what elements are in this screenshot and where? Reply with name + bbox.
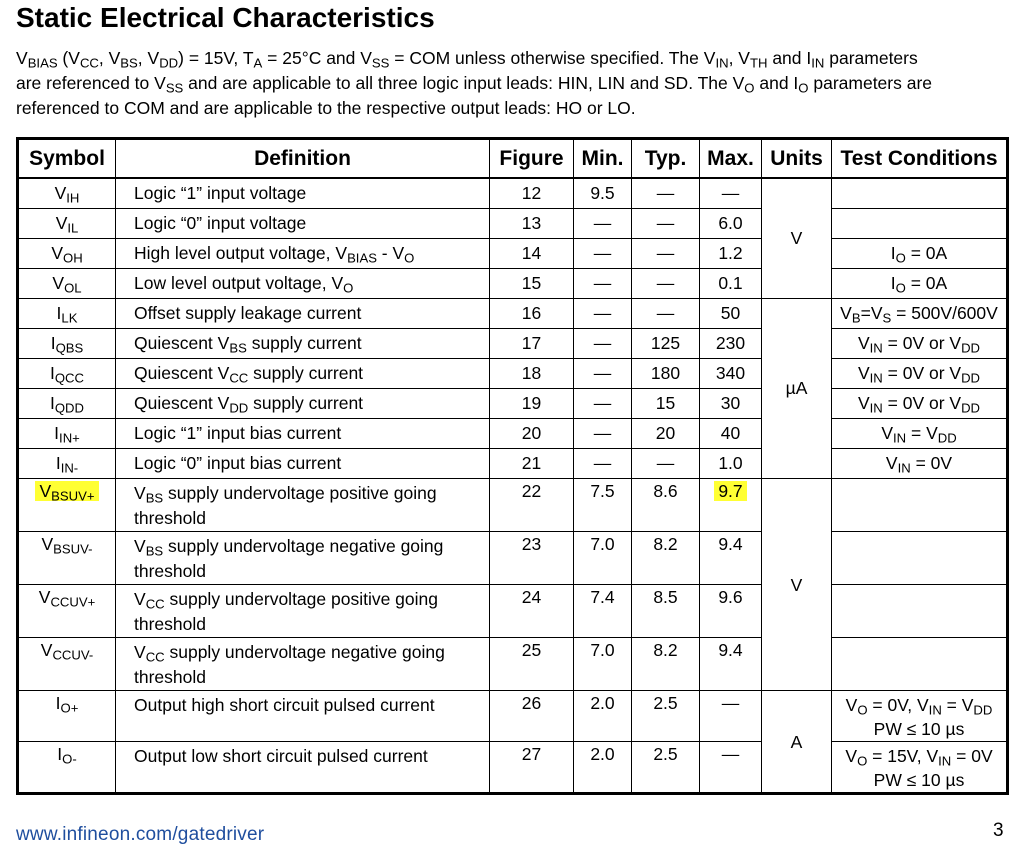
min-cell: 7.5 (574, 479, 632, 532)
units-cell: V (762, 479, 832, 691)
test-condition-cell: $V_{IN} = 0V$ or $V_{DD}$ (832, 329, 1008, 359)
table-row (18, 299, 1008, 329)
definition-cell: Quiescent $V_{DD}$ supply current (116, 389, 490, 419)
table-row (18, 359, 1008, 389)
max-cell: 1.0 (700, 449, 762, 479)
figure-cell: 12 (490, 178, 574, 209)
characteristics-table (16, 137, 1009, 795)
typ-cell: 20 (632, 419, 700, 449)
test-condition-cell: $V_{IN} = V_{DD}$ (832, 419, 1008, 449)
definition-cell: Quiescent $V_{BS}$ supply current (116, 329, 490, 359)
figure-cell: 18 (490, 359, 574, 389)
min-cell: 2.0 (574, 691, 632, 742)
table-row (18, 585, 1008, 638)
max-cell: 6.0 (700, 209, 762, 239)
definition-cell: Offset supply leakage current (116, 299, 490, 329)
definition-cell: Output low short circuit pulsed current (116, 742, 490, 794)
footer-website-link[interactable]: www.infineon.com/gatedriver (16, 824, 265, 845)
test-condition-cell (832, 479, 1008, 532)
min-cell: — (574, 329, 632, 359)
figure-cell: 25 (490, 638, 574, 691)
units-cell: A (762, 691, 832, 794)
definition-cell: $V_{CC}$ supply undervoltage negative going threshold (116, 638, 490, 691)
max-cell: 1.2 (700, 239, 762, 269)
test-condition-cell: $V_O = 0V$, $V_{IN} = V_{DD}$ PW ≤ 10 µs (832, 691, 1008, 742)
figure-cell: 15 (490, 269, 574, 299)
max-cell: 230 (700, 329, 762, 359)
typ-cell: — (632, 269, 700, 299)
table-row (18, 389, 1008, 419)
test-condition-cell (832, 638, 1008, 691)
definition-cell: Logic “1” input voltage (116, 178, 490, 209)
typ-cell: — (632, 239, 700, 269)
figure-cell: 19 (490, 389, 574, 419)
min-cell: — (574, 239, 632, 269)
max-cell: 40 (700, 419, 762, 449)
min-cell: 7.0 (574, 532, 632, 585)
symbol-cell: $V_{CCUV+}$ (18, 585, 116, 638)
max-cell: — (700, 742, 762, 794)
min-cell: 7.4 (574, 585, 632, 638)
test-condition-cell (832, 585, 1008, 638)
symbol-cell (18, 479, 116, 532)
symbol-cell: $V_{OH}$ (18, 239, 116, 269)
symbol-cell: $I_{O+}$ (18, 691, 116, 742)
header-typ: Typ. (632, 139, 700, 179)
figure-cell: 24 (490, 585, 574, 638)
min-cell: — (574, 449, 632, 479)
typ-cell: 8.6 (632, 479, 700, 532)
symbol-cell: $V_{IH}$ (18, 178, 116, 209)
figure-cell: 20 (490, 419, 574, 449)
max-cell: 30 (700, 389, 762, 419)
header-min: Min. (574, 139, 632, 179)
header-units: Units (762, 139, 832, 179)
table-row (18, 691, 1008, 742)
typ-cell: 8.2 (632, 532, 700, 585)
intro-line-1: $V_{BIAS}$ ($V_{CC}$, $V_{BS}$, $V_{DD}) = 15V$, $T_A = 25^\circ C$ and $V_{SS}$ = COM unless otherwise specified. The $V_{IN}$, $V_{TH}$ and $I_{IN}$ parameters (16, 48, 918, 71)
intro-line-2: are referenced to $V_{SS}$ and are applicable to all three logic input leads: HIN, LIN and SD. The $V_O$ and $I_O$ parameters are (16, 73, 933, 96)
definition-cell: Quiescent $V_{CC}$ supply current (116, 359, 490, 389)
table-row (18, 638, 1008, 691)
typ-cell: — (632, 449, 700, 479)
symbol-cell: $V_{OL}$ (18, 269, 116, 299)
table-row (18, 329, 1008, 359)
typ-cell: — (632, 178, 700, 209)
table-row (18, 419, 1008, 449)
units-cell: µA (762, 299, 832, 479)
figure-cell: 23 (490, 532, 574, 585)
table-row (18, 742, 1008, 794)
min-cell: — (574, 209, 632, 239)
figure-cell: 26 (490, 691, 574, 742)
symbol-cell: $I_{QDD}$ (18, 389, 116, 419)
symbol-cell: $I_{IN-}$ (18, 449, 116, 479)
figure-cell: 16 (490, 299, 574, 329)
figure-cell: 27 (490, 742, 574, 794)
table-row (18, 532, 1008, 585)
definition-cell: Output high short circuit pulsed current (116, 691, 490, 742)
symbol-cell: $V_{CCUV-}$ (18, 638, 116, 691)
header-symbol: Symbol (18, 139, 116, 179)
min-cell: — (574, 299, 632, 329)
test-condition-cell (832, 178, 1008, 209)
intro-line-3: referenced to COM and are applicable to the respective output leads: HO or LO. (16, 98, 636, 118)
typ-cell: 15 (632, 389, 700, 419)
max-cell (700, 479, 762, 532)
symbol-cell: $I_{IN+}$ (18, 419, 116, 449)
test-condition-cell (832, 532, 1008, 585)
typ-cell: — (632, 209, 700, 239)
min-cell: 2.0 (574, 742, 632, 794)
table-row (18, 269, 1008, 299)
header-definition: Definition (116, 139, 490, 179)
max-cell: 340 (700, 359, 762, 389)
header-max: Max. (700, 139, 762, 179)
max-cell: 9.4 (700, 532, 762, 585)
figure-cell: 14 (490, 239, 574, 269)
figure-cell: 17 (490, 329, 574, 359)
max-cell: — (700, 178, 762, 209)
test-condition-cell: $V_{IN} = 0V$ (832, 449, 1008, 479)
symbol-cell: $I_{QCC}$ (18, 359, 116, 389)
definition-cell: Logic “1” input bias current (116, 419, 490, 449)
symbol-cell: $I_{LK}$ (18, 299, 116, 329)
page-title: Static Electrical Characteristics (16, 2, 435, 33)
highlighted-symbol: $V_{BSUV+}$ (35, 481, 98, 501)
figure-cell: 13 (490, 209, 574, 239)
table-header-row (18, 139, 1008, 179)
typ-cell: 2.5 (632, 691, 700, 742)
max-cell: — (700, 691, 762, 742)
definition-cell: $V_{BS}$ supply undervoltage positive going threshold (116, 479, 490, 532)
intro-paragraph (16, 46, 1006, 121)
definition-cell: Logic “0” input voltage (116, 209, 490, 239)
table-row (18, 209, 1008, 239)
definition-cell: $V_{BS}$ supply undervoltage negative going threshold (116, 532, 490, 585)
typ-cell: 2.5 (632, 742, 700, 794)
max-cell: 50 (700, 299, 762, 329)
min-cell: — (574, 269, 632, 299)
symbol-cell: $I_{O-}$ (18, 742, 116, 794)
min-cell: — (574, 419, 632, 449)
test-condition-cell: $I_O = 0A$ (832, 239, 1008, 269)
max-cell: 9.6 (700, 585, 762, 638)
page-number: 3 (993, 820, 1004, 841)
definition-cell: $V_{CC}$ supply undervoltage positive going threshold (116, 585, 490, 638)
units-cell: V (762, 178, 832, 299)
table-row (18, 178, 1008, 209)
min-cell: — (574, 389, 632, 419)
test-condition-cell: $I_O = 0A$ (832, 269, 1008, 299)
figure-cell: 21 (490, 449, 574, 479)
typ-cell: — (632, 299, 700, 329)
max-cell: 0.1 (700, 269, 762, 299)
typ-cell: 8.2 (632, 638, 700, 691)
min-cell: 9.5 (574, 178, 632, 209)
min-cell: 7.0 (574, 638, 632, 691)
test-condition-cell: $V_{IN} = 0V$ or $V_{DD}$ (832, 359, 1008, 389)
figure-cell: 22 (490, 479, 574, 532)
header-figure: Figure (490, 139, 574, 179)
typ-cell: 180 (632, 359, 700, 389)
max-cell: 9.4 (700, 638, 762, 691)
symbol-cell: $V_{IL}$ (18, 209, 116, 239)
symbol-cell: $I_{QBS}$ (18, 329, 116, 359)
test-condition-cell: $V_O = 15V$, $V_{IN} = 0V$ PW ≤ 10 µs (832, 742, 1008, 794)
table-row (18, 449, 1008, 479)
definition-cell: Low level output voltage, $V_O$ (116, 269, 490, 299)
header-test-conditions: Test Conditions (832, 139, 1008, 179)
test-condition-cell (832, 209, 1008, 239)
table-row (18, 239, 1008, 269)
highlighted-max-value: 9.7 (714, 481, 746, 501)
test-condition-cell: $V_{IN} = 0V$ or $V_{DD}$ (832, 389, 1008, 419)
definition-cell: High level output voltage, $V_{BIAS} - V_O$ (116, 239, 490, 269)
table-row (18, 479, 1008, 532)
typ-cell: 125 (632, 329, 700, 359)
symbol-cell: $V_{BSUV-}$ (18, 532, 116, 585)
min-cell: — (574, 359, 632, 389)
typ-cell: 8.5 (632, 585, 700, 638)
definition-cell: Logic “0” input bias current (116, 449, 490, 479)
test-condition-cell: $V_B=V_S = 500V/600V$ (832, 299, 1008, 329)
